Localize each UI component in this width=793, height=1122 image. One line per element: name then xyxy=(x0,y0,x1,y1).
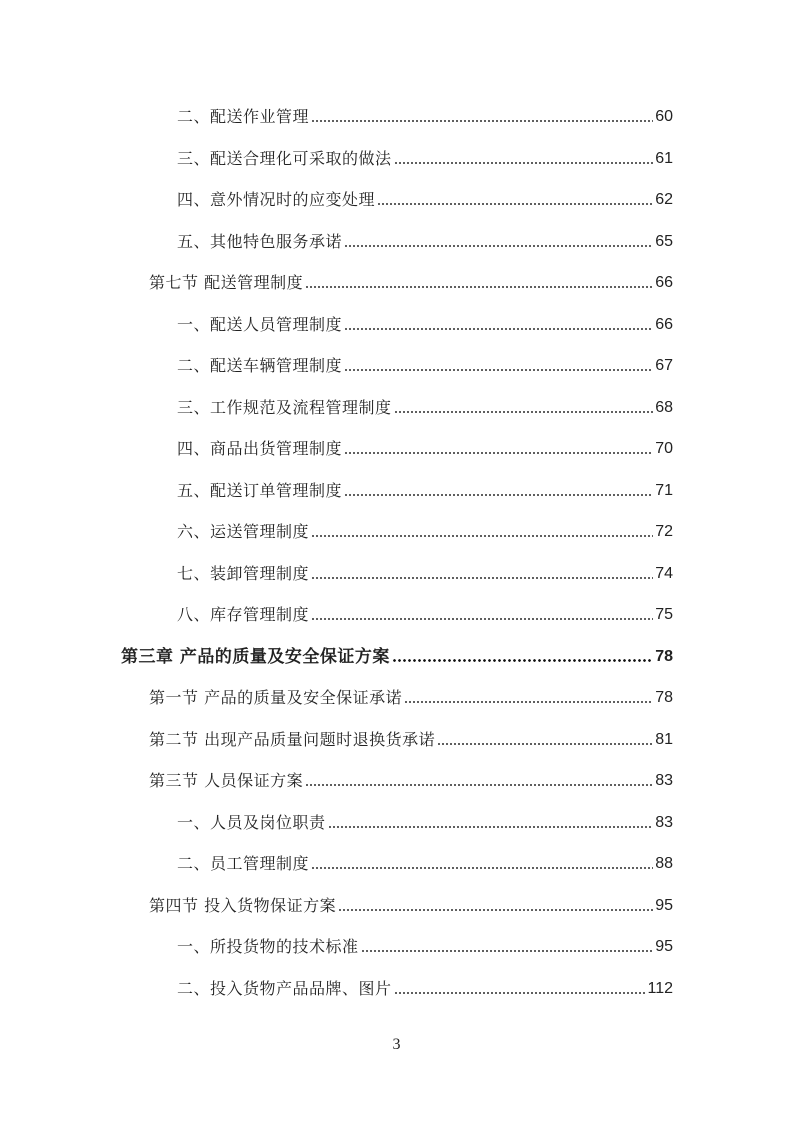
toc-entry-page: 74 xyxy=(655,565,673,582)
toc-entry[interactable] xyxy=(177,311,673,335)
toc-entry-title: 第一节 产品的质量及安全保证承诺 xyxy=(149,688,403,707)
toc-section-entry[interactable] xyxy=(149,269,673,293)
toc-entry-page: 75 xyxy=(655,606,673,623)
toc-entry-title: 五、配送订单管理制度 xyxy=(177,481,343,500)
toc-entry[interactable] xyxy=(177,809,673,833)
dot-leader xyxy=(311,866,653,870)
toc-entry[interactable] xyxy=(177,145,673,169)
toc-entry-page: 83 xyxy=(655,814,673,831)
toc-entry-title: 三、配送合理化可采取的做法 xyxy=(177,149,392,168)
toc-entry-title: 一、配送人员管理制度 xyxy=(177,315,343,334)
toc-entry-page: 65 xyxy=(655,233,673,250)
toc-entry-page: 81 xyxy=(655,731,673,748)
toc-entry[interactable] xyxy=(177,394,673,418)
dot-leader xyxy=(311,576,653,580)
toc-entry-page: 88 xyxy=(655,855,673,872)
toc-entry-title: 二、配送车辆管理制度 xyxy=(177,356,343,375)
dot-leader xyxy=(394,991,646,995)
toc-entry-title: 四、意外情况时的应变处理 xyxy=(177,190,376,209)
toc-entry[interactable] xyxy=(177,435,673,459)
toc-entry-title: 第七节 配送管理制度 xyxy=(149,273,304,292)
toc-entry[interactable] xyxy=(177,103,673,127)
toc-entry-title: 一、所投货物的技术标准 xyxy=(177,937,359,956)
dot-leader xyxy=(305,783,653,787)
toc-section-entry[interactable] xyxy=(149,726,673,750)
dot-leader xyxy=(338,908,653,912)
toc-entry-title: 四、商品出货管理制度 xyxy=(177,439,343,458)
toc-entry-title: 八、库存管理制度 xyxy=(177,605,310,624)
toc-entry[interactable] xyxy=(177,975,673,999)
toc-entry-title: 第二节 出现产品质量问题时退换货承诺 xyxy=(149,730,436,749)
dot-leader xyxy=(311,119,653,123)
page-number: 3 xyxy=(392,1036,401,1053)
dot-leader xyxy=(437,742,653,746)
toc-entry-page: 61 xyxy=(655,150,673,167)
toc-entry[interactable] xyxy=(177,352,673,376)
dot-leader xyxy=(344,327,653,331)
dot-leader xyxy=(344,244,653,248)
toc-entry[interactable] xyxy=(177,560,673,584)
toc-chapter-entry[interactable] xyxy=(121,643,673,667)
toc-entry-page: 60 xyxy=(655,108,673,125)
toc-entry-page: 66 xyxy=(655,316,673,333)
toc-entry-title: 三、工作规范及流程管理制度 xyxy=(177,398,392,417)
dot-leader xyxy=(394,410,654,414)
toc-entry-page: 112 xyxy=(647,980,673,997)
dot-leader xyxy=(344,493,653,497)
toc-entry-page: 78 xyxy=(655,648,673,665)
toc-entry-title: 二、投入货物产品品牌、图片 xyxy=(177,979,392,998)
toc-entry-title: 第三节 人员保证方案 xyxy=(149,771,304,790)
toc-entry[interactable] xyxy=(177,850,673,874)
toc-entry-title: 二、配送作业管理 xyxy=(177,107,310,126)
dot-leader xyxy=(344,368,653,372)
toc-entry[interactable] xyxy=(177,477,673,501)
toc-entry-title: 五、其他特色服务承诺 xyxy=(177,232,343,251)
dot-leader xyxy=(311,617,653,621)
toc-section-entry[interactable] xyxy=(149,767,673,791)
toc-entry-title: 二、员工管理制度 xyxy=(177,854,310,873)
toc-entry-page: 66 xyxy=(655,274,673,291)
dot-leader xyxy=(394,161,654,165)
dot-leader xyxy=(305,285,653,289)
dot-leader xyxy=(377,202,653,206)
toc-entry-page: 67 xyxy=(655,357,673,374)
toc-entry-title: 七、装卸管理制度 xyxy=(177,564,310,583)
toc-entry-title: 第四节 投入货物保证方案 xyxy=(149,896,337,915)
dot-leader xyxy=(344,451,653,455)
toc-entry-title: 一、人员及岗位职责 xyxy=(177,813,326,832)
dot-leader xyxy=(361,949,654,953)
toc-entry-page: 68 xyxy=(655,399,673,416)
toc-entry-title: 第三章 产品的质量及安全保证方案 xyxy=(121,647,390,667)
toc-entry-page: 70 xyxy=(655,440,673,457)
toc-entry[interactable] xyxy=(177,518,673,542)
toc-entry-page: 78 xyxy=(655,689,673,706)
toc-section-entry[interactable] xyxy=(149,892,673,916)
toc-entry-page: 95 xyxy=(655,938,673,955)
toc-entry-page: 95 xyxy=(655,897,673,914)
toc-entry-title: 六、运送管理制度 xyxy=(177,522,310,541)
dot-leader xyxy=(404,700,653,704)
toc-entry[interactable] xyxy=(177,933,673,957)
dot-leader xyxy=(328,825,654,829)
toc-entry-page: 72 xyxy=(655,523,673,540)
toc-section-entry[interactable] xyxy=(149,684,673,708)
dot-leader xyxy=(392,658,653,663)
toc-entry[interactable] xyxy=(177,228,673,252)
toc-entry-page: 83 xyxy=(655,772,673,789)
toc-entry[interactable] xyxy=(177,186,673,210)
dot-leader xyxy=(311,534,653,538)
toc-entry-page: 71 xyxy=(655,482,673,499)
toc-entry[interactable] xyxy=(177,601,673,625)
toc-entry-page: 62 xyxy=(655,191,673,208)
